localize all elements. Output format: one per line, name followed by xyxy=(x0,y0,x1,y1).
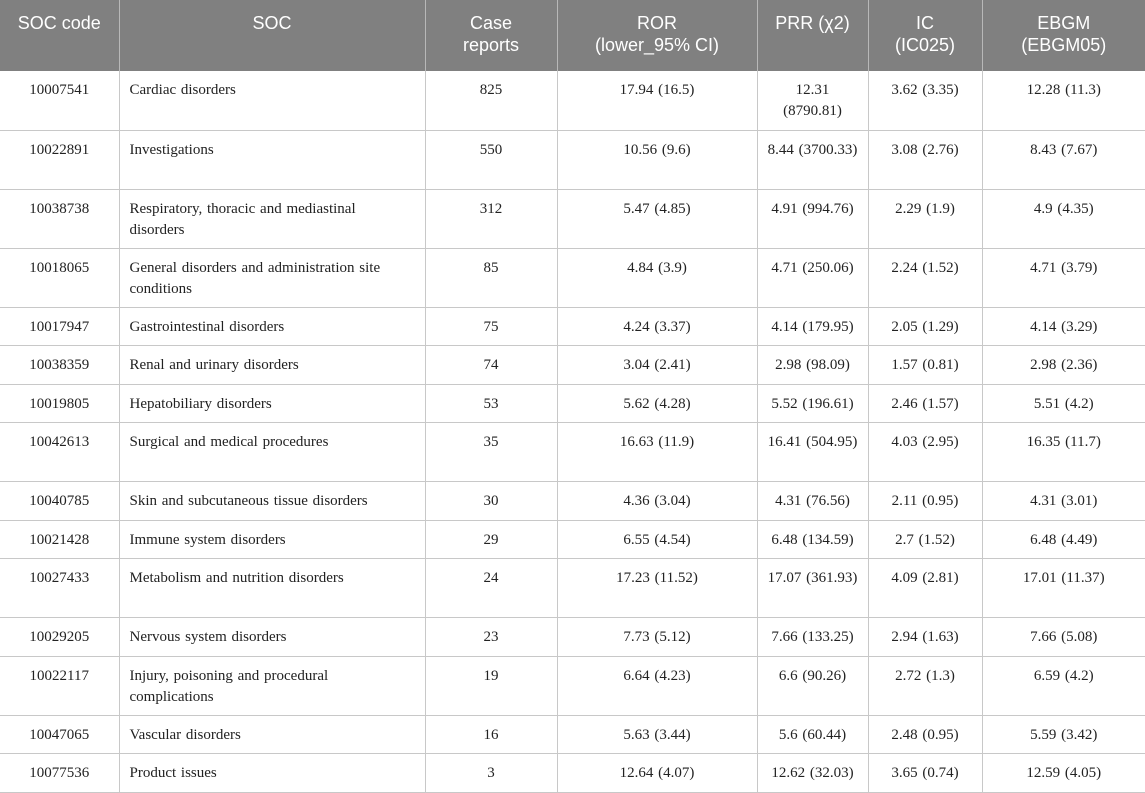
cell-prr: 16.41 (504.95) xyxy=(757,423,868,482)
cell-prr: 6.6 (90.26) xyxy=(757,656,868,715)
cell-soc: Product issues xyxy=(119,754,425,793)
cell-ebgm: 5.59 (3.42) xyxy=(982,715,1145,754)
cell-ror: 10.56 (9.6) xyxy=(557,130,757,189)
cell-soc-code: 10027433 xyxy=(0,559,119,618)
cell-case-reports: 85 xyxy=(425,248,557,307)
table-row xyxy=(0,618,1145,657)
cell-soc: Cardiac disorders xyxy=(119,71,425,130)
cell-ebgm: 4.9 (4.35) xyxy=(982,189,1145,248)
cell-prr: 5.52 (196.61) xyxy=(757,384,868,423)
cell-soc: Skin and subcutaneous tissue disorders xyxy=(119,482,425,521)
cell-ic: 2.11 (0.95) xyxy=(868,482,982,521)
table-row xyxy=(0,130,1145,189)
cell-ebgm: 6.59 (4.2) xyxy=(982,656,1145,715)
cell-ebgm: 4.14 (3.29) xyxy=(982,307,1145,346)
cell-soc: Vascular disorders xyxy=(119,715,425,754)
cell-soc-code: 10047065 xyxy=(0,715,119,754)
cell-prr: 4.71 (250.06) xyxy=(757,248,868,307)
cell-ror: 4.24 (3.37) xyxy=(557,307,757,346)
cell-ror: 5.62 (4.28) xyxy=(557,384,757,423)
cell-ic: 2.48 (0.95) xyxy=(868,715,982,754)
table-row xyxy=(0,559,1145,618)
cell-soc-code: 10042613 xyxy=(0,423,119,482)
cell-case-reports: 19 xyxy=(425,656,557,715)
cell-prr: 5.6 (60.44) xyxy=(757,715,868,754)
cell-case-reports: 16 xyxy=(425,715,557,754)
cell-ic: 2.7 (1.52) xyxy=(868,520,982,559)
cell-ror: 3.04 (2.41) xyxy=(557,346,757,385)
cell-soc-code: 10022117 xyxy=(0,656,119,715)
cell-soc-code: 10038738 xyxy=(0,189,119,248)
cell-case-reports: 53 xyxy=(425,384,557,423)
cell-case-reports: 30 xyxy=(425,482,557,521)
cell-ic: 3.65 (0.74) xyxy=(868,754,982,793)
cell-prr: 12.31 (8790.81) xyxy=(757,71,868,130)
cell-ebgm: 4.31 (3.01) xyxy=(982,482,1145,521)
table-row xyxy=(0,248,1145,307)
header-ror: ROR (lower_95% CI) xyxy=(557,0,757,71)
cell-soc: Respiratory, thoracic and mediastinal disorders xyxy=(119,189,425,248)
cell-soc: Renal and urinary disorders xyxy=(119,346,425,385)
cell-soc-code: 10007541 xyxy=(0,71,119,130)
cell-soc-code: 10040785 xyxy=(0,482,119,521)
cell-soc: Investigations xyxy=(119,130,425,189)
cell-soc-code: 10038359 xyxy=(0,346,119,385)
cell-ic: 2.94 (1.63) xyxy=(868,618,982,657)
table-row xyxy=(0,656,1145,715)
cell-ic: 3.08 (2.76) xyxy=(868,130,982,189)
cell-ebgm: 6.48 (4.49) xyxy=(982,520,1145,559)
cell-ror: 7.73 (5.12) xyxy=(557,618,757,657)
cell-ebgm: 2.98 (2.36) xyxy=(982,346,1145,385)
cell-prr: 6.48 (134.59) xyxy=(757,520,868,559)
cell-soc: Hepatobiliary disorders xyxy=(119,384,425,423)
cell-ror: 4.84 (3.9) xyxy=(557,248,757,307)
cell-ic: 4.09 (2.81) xyxy=(868,559,982,618)
header-prr: PRR (χ2) xyxy=(757,0,868,71)
cell-ic: 2.24 (1.52) xyxy=(868,248,982,307)
cell-soc: Injury, poisoning and procedural complications xyxy=(119,656,425,715)
table-body xyxy=(0,71,1145,792)
header-soc-code: SOC code xyxy=(0,0,119,71)
cell-ebgm: 17.01 (11.37) xyxy=(982,559,1145,618)
cell-ebgm: 7.66 (5.08) xyxy=(982,618,1145,657)
cell-ebgm: 4.71 (3.79) xyxy=(982,248,1145,307)
cell-case-reports: 825 xyxy=(425,71,557,130)
cell-ic: 2.72 (1.3) xyxy=(868,656,982,715)
cell-soc: Metabolism and nutrition disorders xyxy=(119,559,425,618)
cell-ic: 3.62 (3.35) xyxy=(868,71,982,130)
cell-ror: 6.55 (4.54) xyxy=(557,520,757,559)
header-ebgm: EBGM (EBGM05) xyxy=(982,0,1145,71)
cell-case-reports: 24 xyxy=(425,559,557,618)
cell-prr: 2.98 (98.09) xyxy=(757,346,868,385)
cell-case-reports: 74 xyxy=(425,346,557,385)
cell-case-reports: 3 xyxy=(425,754,557,793)
cell-case-reports: 550 xyxy=(425,130,557,189)
cell-case-reports: 75 xyxy=(425,307,557,346)
table-row xyxy=(0,754,1145,793)
cell-prr: 4.91 (994.76) xyxy=(757,189,868,248)
cell-soc-code: 10022891 xyxy=(0,130,119,189)
table-header xyxy=(0,0,1145,71)
table-row xyxy=(0,520,1145,559)
cell-ror: 12.64 (4.07) xyxy=(557,754,757,793)
table-row xyxy=(0,384,1145,423)
table-row xyxy=(0,189,1145,248)
cell-case-reports: 312 xyxy=(425,189,557,248)
table-row xyxy=(0,346,1145,385)
cell-prr: 7.66 (133.25) xyxy=(757,618,868,657)
table-row xyxy=(0,423,1145,482)
cell-ic: 2.05 (1.29) xyxy=(868,307,982,346)
table-row xyxy=(0,715,1145,754)
cell-soc-code: 10077536 xyxy=(0,754,119,793)
header-case-reports: Case reports xyxy=(425,0,557,71)
cell-soc: Immune system disorders xyxy=(119,520,425,559)
cell-case-reports: 35 xyxy=(425,423,557,482)
cell-soc-code: 10021428 xyxy=(0,520,119,559)
cell-ror: 16.63 (11.9) xyxy=(557,423,757,482)
cell-soc: Surgical and medical procedures xyxy=(119,423,425,482)
cell-case-reports: 29 xyxy=(425,520,557,559)
cell-ror: 4.36 (3.04) xyxy=(557,482,757,521)
header-ic: IC (IC025) xyxy=(868,0,982,71)
cell-ror: 6.64 (4.23) xyxy=(557,656,757,715)
cell-soc-code: 10019805 xyxy=(0,384,119,423)
cell-prr: 17.07 (361.93) xyxy=(757,559,868,618)
cell-ror: 5.63 (3.44) xyxy=(557,715,757,754)
cell-soc-code: 10029205 xyxy=(0,618,119,657)
cell-ebgm: 12.59 (4.05) xyxy=(982,754,1145,793)
cell-ror: 17.23 (11.52) xyxy=(557,559,757,618)
header-row xyxy=(0,0,1145,71)
cell-prr: 12.62 (32.03) xyxy=(757,754,868,793)
table-row xyxy=(0,482,1145,521)
cell-ic: 2.46 (1.57) xyxy=(868,384,982,423)
cell-ror: 5.47 (4.85) xyxy=(557,189,757,248)
cell-prr: 8.44 (3700.33) xyxy=(757,130,868,189)
table-row xyxy=(0,307,1145,346)
cell-ebgm: 12.28 (11.3) xyxy=(982,71,1145,130)
table-row xyxy=(0,71,1145,130)
cell-soc-code: 10018065 xyxy=(0,248,119,307)
cell-ebgm: 16.35 (11.7) xyxy=(982,423,1145,482)
cell-ic: 1.57 (0.81) xyxy=(868,346,982,385)
cell-soc-code: 10017947 xyxy=(0,307,119,346)
cell-soc: Gastrointestinal disorders xyxy=(119,307,425,346)
cell-ror: 17.94 (16.5) xyxy=(557,71,757,130)
cell-ebgm: 5.51 (4.2) xyxy=(982,384,1145,423)
cell-case-reports: 23 xyxy=(425,618,557,657)
cell-prr: 4.14 (179.95) xyxy=(757,307,868,346)
cell-soc: General disorders and administration site conditions xyxy=(119,248,425,307)
cell-ebgm: 8.43 (7.67) xyxy=(982,130,1145,189)
cell-ic: 4.03 (2.95) xyxy=(868,423,982,482)
cell-prr: 4.31 (76.56) xyxy=(757,482,868,521)
cell-ic: 2.29 (1.9) xyxy=(868,189,982,248)
cell-soc: Nervous system disorders xyxy=(119,618,425,657)
header-soc: SOC xyxy=(119,0,425,71)
